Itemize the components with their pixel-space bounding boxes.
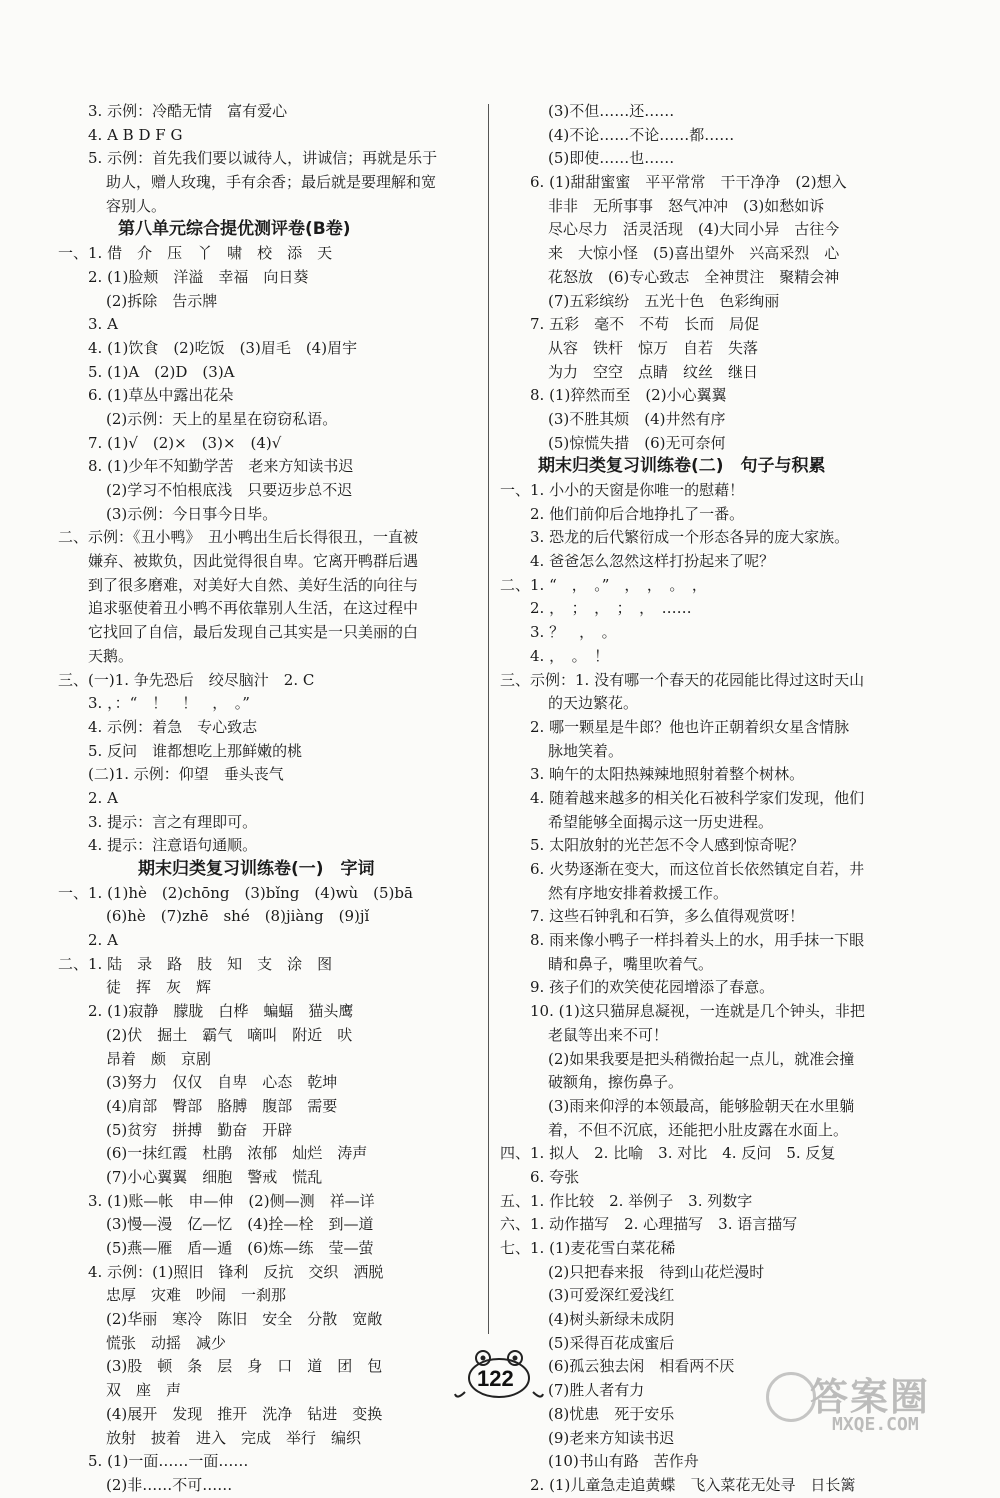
answer-line: 7. 这些石钟乳和石笋，多么值得观赏呀！	[530, 907, 805, 926]
answer-line: 它找回了自信，最后发现自己其实是一只美丽的白	[88, 623, 419, 642]
answer-line: 花怒放 (6)专心致志 全神贯注 聚精会神	[548, 267, 840, 286]
answer-line: 5. (1)一面……一面……	[88, 1452, 249, 1471]
answer-line: (2)只把春来报 待到山花烂漫时	[548, 1262, 765, 1281]
answer-line: 放射 披着 进入 完成 举行 编织	[106, 1428, 362, 1447]
answer-line: 老鼠等出来不可！	[548, 1025, 669, 1044]
answer-line: (5)即使……也……	[548, 149, 675, 168]
answer-line: 着，不但不沉底，还能把小肚皮露在水面上。	[548, 1120, 849, 1139]
answer-line: 4. 随着越来越多的相关化石被科学家们发现，他们	[530, 788, 865, 807]
answer-line: (6)hè (7)zhē shé (8)jiàng (9)jǐ	[106, 907, 370, 926]
answer-line: 6. 夸张	[530, 1167, 580, 1186]
answer-line: 二、1. 陆 录 路 肢 知 支 涂 图	[58, 954, 333, 973]
watermark-text-cn: 答案圈	[810, 1375, 931, 1419]
answer-line: 2. ， ； ， ； ， ……	[530, 599, 692, 618]
answer-line: 2. (1)儿童急走追黄蝶 飞入菜花无处寻 日长篱	[530, 1475, 856, 1494]
answer-line: 10. (1)这只猫屏息凝视，一连就是几个钟头，非把	[530, 1002, 865, 1021]
answer-line: (7)胜人者有力	[548, 1381, 645, 1400]
answer-line: 二、1. “ ， 。” ， ， 。 ，	[500, 575, 707, 594]
answer-line: 三、示例：1. 没有哪一个春天的花园能比得过这时天山	[500, 670, 865, 689]
answer-line: 忠厚 灾难 吵闹 一刹那	[106, 1286, 287, 1305]
answer-line: 5. (1)A (2)D (3)A	[88, 362, 235, 381]
answer-line: (5)惊慌失措 (6)无可奈何	[548, 433, 726, 452]
answer-line: 从容 铁杆 惊万 自若 失落	[548, 338, 759, 357]
answer-line: (3)示例：今日事今日毕。	[106, 504, 278, 523]
answer-line: 容别人。	[106, 196, 167, 215]
answer-line: 非非 无所事事 怒气冲冲 (3)如愁如诉	[548, 196, 825, 215]
answer-line: (2)伏 掘土 霸气 嘀叫 附近 吠	[106, 1025, 353, 1044]
answer-line: (3)慢—漫 亿—忆 (4)拴—栓 到—道	[106, 1215, 374, 1234]
answer-line: 4. A B D F G	[88, 125, 183, 144]
answer-line: (2)如果我要是把头稍微抬起一点儿，就准会撞	[548, 1049, 855, 1068]
answer-line: 5. 示例：首先我们要以诚待人，讲诚信；再就是乐于	[88, 149, 438, 168]
answer-line: (2)华丽 寒冷 陈旧 安全 分散 宽敞	[106, 1310, 383, 1329]
answer-line: 三、(一)1. 争先恐后 绞尽脑汁 2. C	[58, 670, 315, 689]
page-number-badge	[453, 1346, 545, 1404]
answer-line: 2. A	[88, 931, 118, 950]
answer-line: 然有序地安排着救援工作。	[548, 883, 729, 902]
answer-line: (3)不胜其烦 (4)井然有序	[548, 409, 726, 428]
answer-line: (3)不但……还……	[548, 102, 675, 120]
answer-line: 六、1. 动作描写 2. 心理描写 3. 语言描写	[500, 1215, 798, 1234]
answer-line: 昂着 颇 京剧	[106, 1049, 212, 1068]
answer-line: 一、1. (1)hè (2)chōng (3)bǐng (4)wù (5)bā	[58, 883, 413, 902]
answer-line: 2. A	[88, 788, 118, 807]
answer-line: 4. ， 。 ！	[530, 646, 610, 665]
answer-line: 5. 太阳放射的光芒怎不令人感到惊奇呢？	[530, 836, 805, 855]
answer-line: 8. (1)猝然而至 (2)小心翼翼	[530, 386, 727, 405]
watermark-text-en: MXQE.COM	[832, 1414, 919, 1435]
answer-line: (2)非……不可……	[106, 1475, 233, 1494]
answer-line: (6)一抹红霞 杜鹃 浓郁 灿烂 涛声	[106, 1144, 368, 1163]
answer-line: 睛和鼻子，嘴里吹着气。	[548, 954, 714, 973]
answer-line: 4. 示例：(1)照旧 锋利 反抗 交织 洒脱	[88, 1262, 384, 1281]
answer-line: 双 座 声	[106, 1381, 182, 1400]
answer-line: 6. 火势逐渐在变大，而这位首长依然镇定自若，井	[530, 860, 865, 878]
left-column	[58, 100, 478, 1498]
answer-line: 助人，赠人玫瑰，手有余香；最后就是要理解和宽	[106, 173, 437, 192]
answer-line: (7)五彩缤纷 五光十色 色彩绚丽	[548, 291, 780, 310]
answer-line: 8. (1)少年不知勤学苦 老来方知读书迟	[88, 457, 354, 476]
answer-line: 的天边繁花。	[548, 694, 639, 713]
answer-line: 3. ，：“ ！ ！ ， 。”	[88, 694, 250, 713]
answer-line: 4. 爸爸怎么忽然这样打扮起来了呢？	[530, 552, 775, 571]
answer-line: 3. A	[88, 315, 118, 334]
answer-line: (3)雨来仰浮的本领最高，能够脸朝天在水里躺	[548, 1096, 855, 1115]
answer-line: 希望能够全面揭示这一历史进程。	[548, 812, 774, 831]
answer-line: (7)小心翼翼 细胞 警戒 慌乱	[106, 1167, 323, 1186]
answer-line: 徒 挥 灰 辉	[106, 978, 212, 997]
answer-line: 4. 提示：注意语句通顺。	[88, 836, 258, 855]
watermark-logo-icon	[766, 1372, 816, 1422]
right-column	[500, 100, 940, 1498]
answer-line: 天鹅。	[88, 646, 134, 665]
answer-line: 为力 空空 点睛 纹丝 继日	[548, 362, 759, 381]
answer-line: (2)拆除 告示牌	[106, 291, 218, 310]
answer-line: 7. (1)√ (2)× (3)× (4)√	[88, 433, 282, 452]
answer-line: 尽心尽力 活灵活现 (4)大同小异 古往今	[548, 220, 840, 239]
answer-line: 4. 示例：着急 专心致志	[88, 717, 258, 736]
answer-line: (5)贫穷 拼搏 勤奋 开辟	[106, 1120, 293, 1139]
answer-line: (3)可爱深红爱浅红	[548, 1286, 675, 1305]
answer-line: 追求驱使着丑小鸭不再依靠别人生活，在这过程中	[88, 599, 419, 618]
answer-line: 3. 提示：言之有理即可。	[88, 812, 258, 831]
answer-line: 四、1. 拟人 2. 比喻 3. 对比 4. 反问 5. 反复	[500, 1144, 836, 1163]
answer-line: 8. 雨来像小鸭子一样抖着头上的水，用手抹一下眼	[530, 931, 865, 950]
answer-line: 七、1. (1)麦花雪白菜花稀	[500, 1239, 676, 1257]
answer-line: (5)燕—雁 盾—遁 (6)炼—练 莹—萤	[106, 1239, 374, 1257]
answer-line: (3)股 顿 条 层 身 口 道 团 包	[106, 1357, 383, 1376]
answer-line: 2. 他们前仰后合地挣扎了一番。	[530, 504, 745, 523]
answer-line: 3. 晌午的太阳热辣辣地照射着整个树林。	[530, 765, 805, 784]
answer-line: (5)采得百花成蜜后	[548, 1333, 675, 1352]
answer-line: (10)书山有路 苦作舟	[548, 1452, 699, 1471]
answer-line: 7. 五彩 毫不 不苟 长而 局促	[530, 315, 760, 334]
answer-line: 二、示例：《丑小鸭》 丑小鸭出生后长得很丑，一直被	[58, 528, 419, 547]
answer-line: 到了很多磨难，对美好大自然、美好生活的向往与	[88, 575, 419, 594]
page-number: 122	[477, 1366, 514, 1391]
column-divider	[488, 104, 489, 1334]
answer-line: 5. 反问 谁都想吃上那鲜嫩的桃	[88, 741, 303, 760]
answer-line: 嫌弃、被欺负，因此觉得很自卑。它离开鸭群后遇	[88, 552, 419, 571]
answer-line: (4)展开 发现 推开 洗净 钻进 变换	[106, 1404, 383, 1423]
answer-line: (2)示例：天上的星星在窃窃私语。	[106, 409, 338, 428]
answer-line: (2)学习不怕根底浅 只要迈步总不迟	[106, 481, 353, 499]
answer-line: 9. 孩子们的欢笑使花园增添了春意。	[530, 978, 775, 997]
answer-line: 一、1. 小小的天窗是你唯一的慰藉！	[500, 481, 745, 499]
answer-line: 6. (1)甜甜蜜蜜 平平常常 干干净净 (2)想入	[530, 173, 847, 192]
answer-line: 五、1. 作比较 2. 举例子 3. 列数字	[500, 1191, 753, 1210]
answer-line: 2. 哪一颗星是牛郎？他也许正朝着织女星含情脉	[530, 717, 850, 736]
answer-line: 3. ？ ， 。	[530, 623, 617, 642]
answer-line: (3)努力 仅仅 自卑 心态 乾坤	[106, 1073, 338, 1092]
answer-line: 来 大惊小怪 (5)喜出望外 兴高采烈 心	[548, 244, 840, 263]
answer-line: 2. (1)寂静 朦胧 白桦 蝙蝠 猫头鹰	[88, 1002, 354, 1021]
answer-line: (8)忧患 死于安乐	[548, 1404, 675, 1423]
answer-line: 3. 恐龙的后代繁衍成一个形态各异的庞大家族。	[530, 528, 850, 547]
answer-line: 2. (1)脸颊 洋溢 幸福 向日葵	[88, 267, 309, 286]
answer-line: 3. 示例：冷酷无情 富有爱心	[88, 102, 288, 120]
answer-line: 4. (1)饮食 (2)吃饭 (3)眉毛 (4)眉宇	[88, 338, 358, 357]
answer-line: (二)1. 示例：仰望 垂头丧气	[88, 765, 284, 784]
answer-line: 慌张 动摇 减少	[106, 1333, 227, 1352]
answer-line: (4)树头新绿未成阴	[548, 1310, 675, 1329]
answer-line: 3. (1)账—帐 申—伸 (2)侧—测 祥—详	[88, 1191, 375, 1210]
answer-line: 一、1. 借 介 压 丫 啸 校 添 天	[58, 244, 333, 263]
answer-line: 6. (1)草丛中露出花朵	[88, 386, 234, 405]
answer-line: 脉地笑着。	[548, 741, 624, 760]
watermark	[762, 1362, 984, 1446]
section-heading: 期末归类复习训练卷(二) 句子与积累	[538, 456, 826, 477]
answer-line: (4)不论……不论……都……	[548, 125, 735, 144]
section-heading: 期末归类复习训练卷(一) 字词	[138, 859, 375, 879]
answer-line: (4)肩部 臀部 胳膊 腹部 需要	[106, 1096, 338, 1115]
section-heading: 第八单元综合提优测评卷(B卷)	[118, 219, 351, 240]
answer-line: (6)孤云独去闲 相看两不厌	[548, 1357, 735, 1376]
answer-line: (9)老来方知读书迟	[548, 1428, 675, 1447]
answer-line: 破额角，擦伤鼻子。	[548, 1073, 684, 1092]
